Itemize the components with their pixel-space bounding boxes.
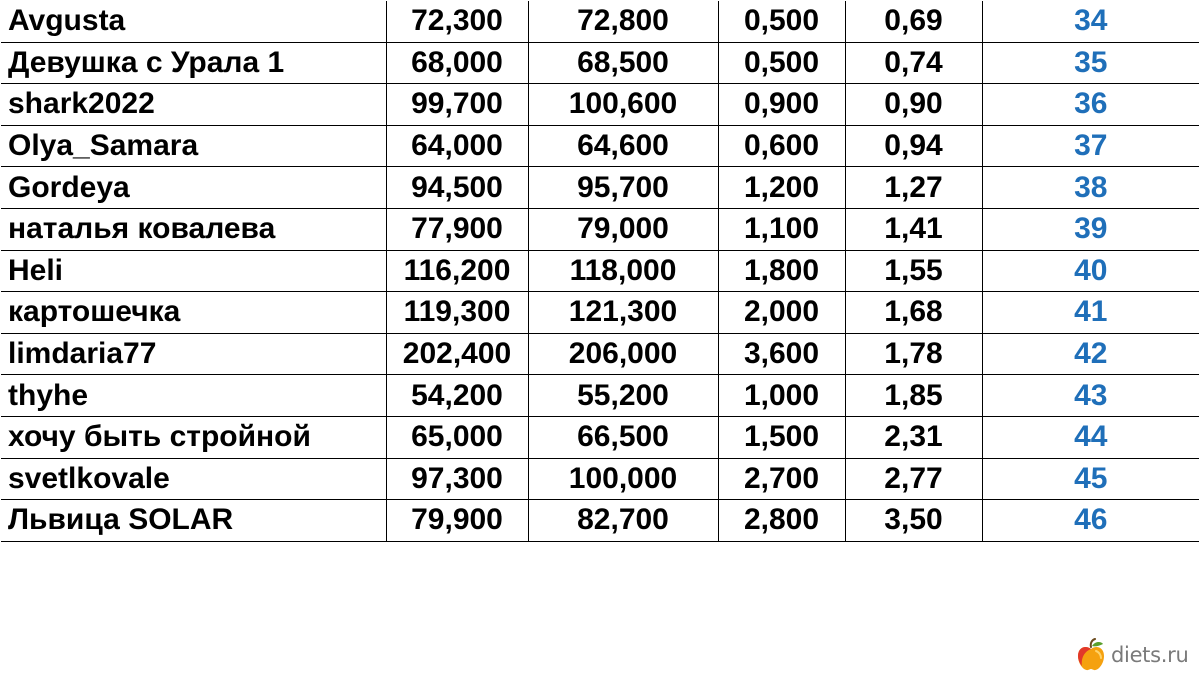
cell-value-1: 65,000 [386,416,528,458]
cell-name: Olya_Samara [1,125,386,167]
table-row [1,416,1199,458]
cell-rank: 35 [982,42,1199,84]
apple-icon [1077,638,1105,672]
cell-name: Heli [1,250,386,292]
cell-value-1: 77,900 [386,208,528,250]
cell-value-2: 82,700 [528,500,718,542]
cell-rank: 43 [982,375,1199,417]
cell-value-3: 1,000 [718,375,845,417]
cell-value-2: 118,000 [528,250,718,292]
cell-rank: 44 [982,416,1199,458]
results-table [1,1,1199,542]
cell-value-3: 1,500 [718,416,845,458]
cell-rank: 45 [982,458,1199,500]
cell-rank: 38 [982,167,1199,209]
watermark-text: diets.ru [1111,643,1189,667]
cell-value-1: 97,300 [386,458,528,500]
cell-name: Gordeya [1,167,386,209]
cell-name: shark2022 [1,84,386,126]
cell-value-1: 116,200 [386,250,528,292]
cell-value-4: 1,68 [845,292,982,334]
cell-value-4: 1,55 [845,250,982,292]
cell-value-3: 1,200 [718,167,845,209]
cell-rank: 40 [982,250,1199,292]
cell-value-1: 79,900 [386,500,528,542]
cell-value-1: 54,200 [386,375,528,417]
cell-value-4: 1,27 [845,167,982,209]
cell-value-1: 99,700 [386,84,528,126]
cell-value-4: 1,85 [845,375,982,417]
cell-value-2: 55,200 [528,375,718,417]
table-row [1,375,1199,417]
cell-value-2: 100,000 [528,458,718,500]
table-row [1,250,1199,292]
table-body [1,1,1199,541]
cell-value-3: 0,600 [718,125,845,167]
cell-name: Avgusta [1,1,386,42]
table-row [1,333,1199,375]
cell-name: Львица SOLAR [1,500,386,542]
cell-value-1: 68,000 [386,42,528,84]
cell-value-2: 64,600 [528,125,718,167]
cell-value-4: 0,94 [845,125,982,167]
table-row [1,500,1199,542]
table-row [1,167,1199,209]
cell-name: limdaria77 [1,333,386,375]
cell-name: thyhe [1,375,386,417]
cell-value-3: 0,500 [718,1,845,42]
cell-value-3: 2,700 [718,458,845,500]
cell-value-1: 94,500 [386,167,528,209]
cell-value-2: 66,500 [528,416,718,458]
cell-rank: 37 [982,125,1199,167]
cell-value-3: 2,800 [718,500,845,542]
cell-name: картошечка [1,292,386,334]
cell-value-3: 0,900 [718,84,845,126]
cell-value-4: 0,74 [845,42,982,84]
cell-value-3: 0,500 [718,42,845,84]
cell-rank: 34 [982,1,1199,42]
cell-value-4: 0,69 [845,1,982,42]
cell-value-2: 206,000 [528,333,718,375]
cell-value-3: 3,600 [718,333,845,375]
cell-rank: 46 [982,500,1199,542]
cell-value-3: 2,000 [718,292,845,334]
table-row [1,1,1199,42]
cell-rank: 36 [982,84,1199,126]
cell-value-2: 121,300 [528,292,718,334]
cell-value-1: 202,400 [386,333,528,375]
table-row [1,208,1199,250]
cell-rank: 42 [982,333,1199,375]
cell-value-3: 1,800 [718,250,845,292]
cell-value-4: 2,77 [845,458,982,500]
cell-name: хочу быть стройной [1,416,386,458]
cell-name: Девушка с Урала 1 [1,42,386,84]
cell-rank: 39 [982,208,1199,250]
table-row [1,42,1199,84]
cell-rank: 41 [982,292,1199,334]
cell-value-4: 1,78 [845,333,982,375]
cell-value-1: 72,300 [386,1,528,42]
cell-value-4: 2,31 [845,416,982,458]
cell-value-3: 1,100 [718,208,845,250]
table-row [1,125,1199,167]
cell-value-2: 100,600 [528,84,718,126]
table-row [1,458,1199,500]
diets-ru-watermark [1077,636,1188,674]
cell-value-2: 95,700 [528,167,718,209]
table-row [1,292,1199,334]
cell-value-1: 119,300 [386,292,528,334]
table-row [1,84,1199,126]
cell-value-4: 3,50 [845,500,982,542]
cell-name: наталья ковалева [1,208,386,250]
cell-value-4: 0,90 [845,84,982,126]
cell-value-2: 72,800 [528,1,718,42]
cell-value-1: 64,000 [386,125,528,167]
cell-name: svetlkovale [1,458,386,500]
cell-value-4: 1,41 [845,208,982,250]
cell-value-2: 68,500 [528,42,718,84]
cell-value-2: 79,000 [528,208,718,250]
